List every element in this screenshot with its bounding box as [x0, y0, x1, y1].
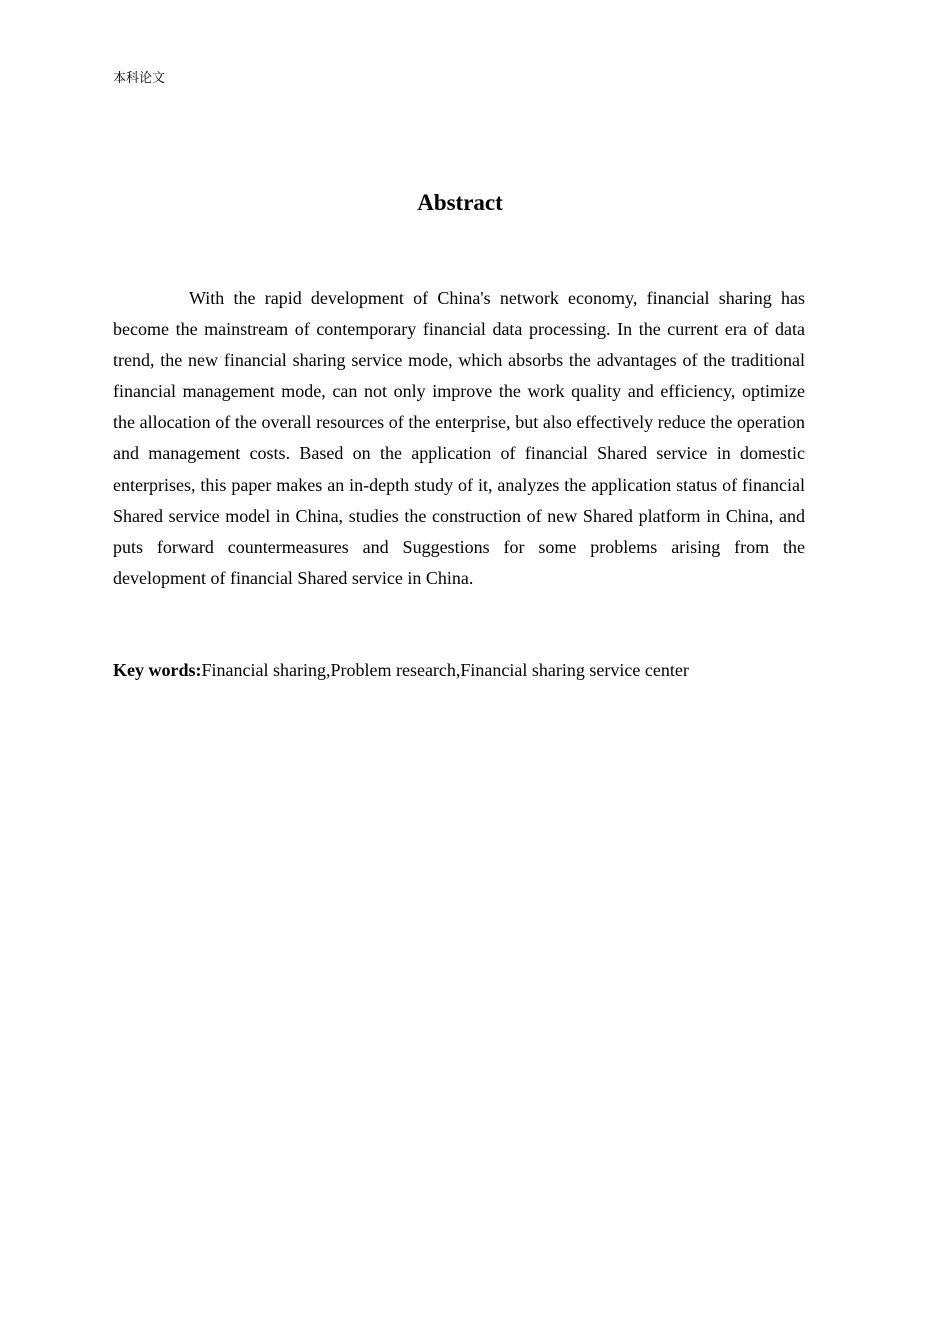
- keywords-line: [113, 655, 805, 686]
- keywords-label: Key words:: [113, 660, 202, 680]
- abstract-heading: Abstract: [417, 190, 503, 215]
- abstract-paragraph: With the rapid development of China's network economy, financial sharing has become the mainstream of contemporary financial data processing. In the current era of data trend, the new financial sharing service mode, which absorbs the advantages of the traditional financial management mode, can not only improve the work quality and efficiency, optimize the allocation of the overall resources of the enterprise, but also effectively reduce the operation and management costs. Based on the application of financial Shared service in domestic enterprises, this paper makes an in-depth study of it, analyzes the application status of financial Shared service model in China, studies the construction of new Shared platform in China, and puts forward countermeasures and Suggestions for some problems arising from the development of financial Shared service in China.: [113, 288, 805, 588]
- running-header: 本科论文: [113, 71, 166, 86]
- keywords-value: Financial sharing,Problem research,Financial sharing service center: [201, 660, 689, 680]
